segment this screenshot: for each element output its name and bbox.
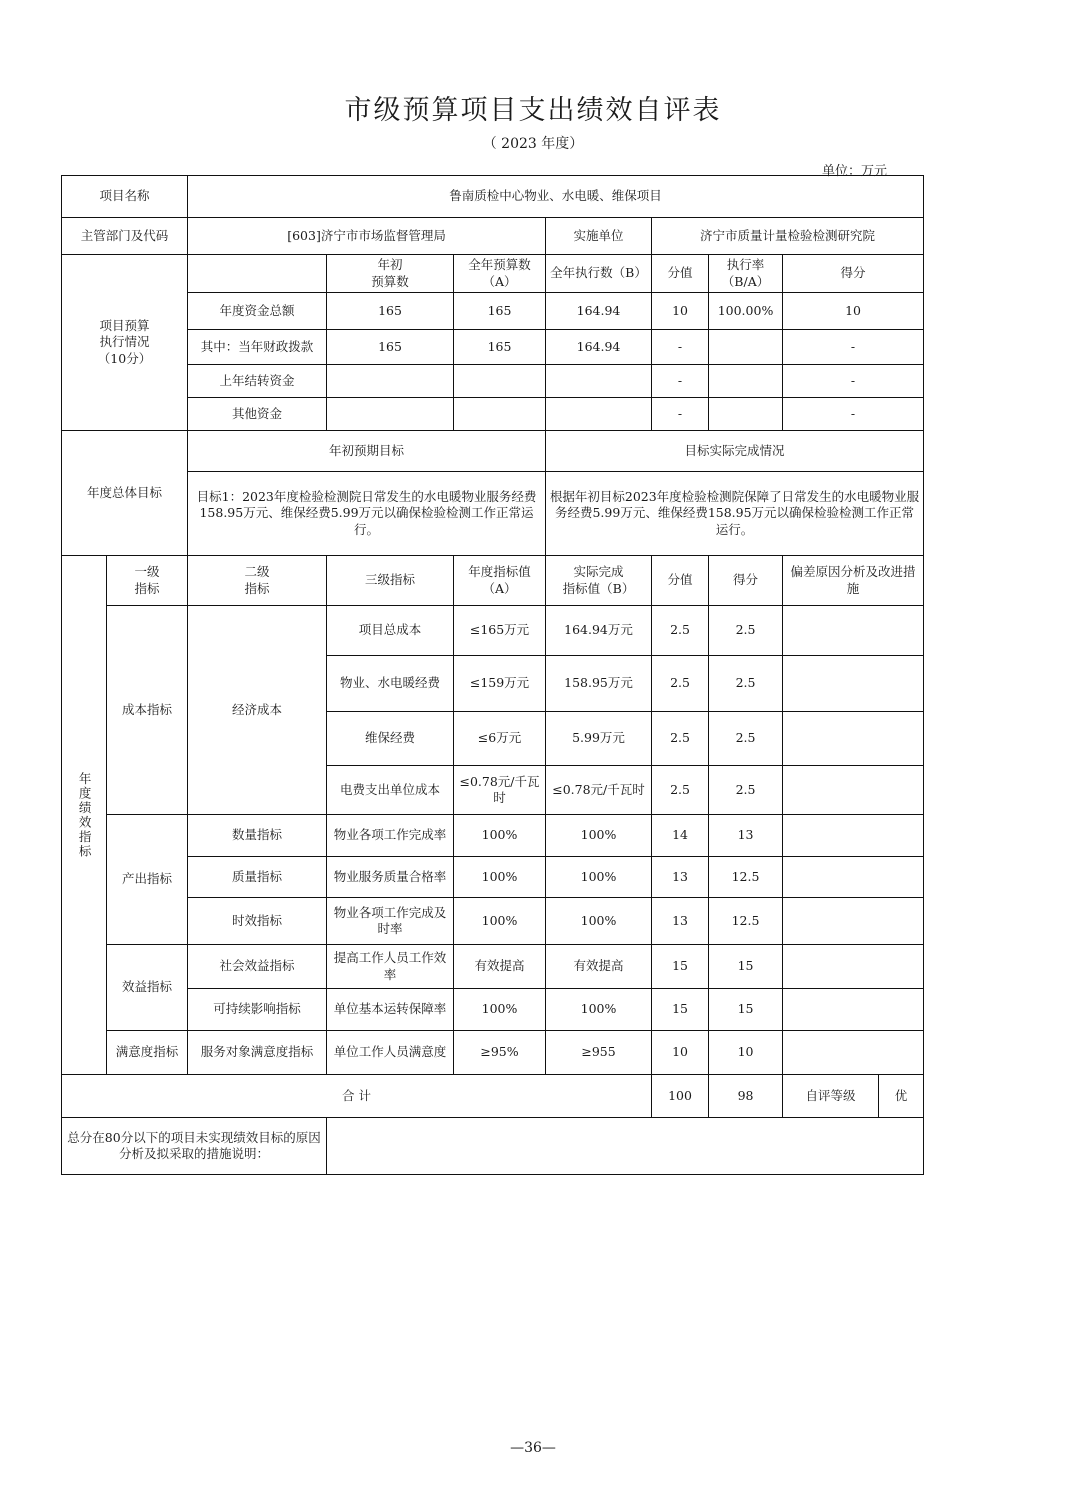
impl-unit-label: 实施单位 <box>546 218 652 255</box>
indicator-row <box>62 606 924 656</box>
budget-header-score: 得分 <box>783 255 924 293</box>
indicator-score-value: 15 <box>652 989 709 1031</box>
project-name-row <box>62 176 924 218</box>
evaluation-table <box>61 175 924 1175</box>
budget-row <box>62 293 924 330</box>
indicators-section-label <box>62 556 107 1075</box>
budget-executed <box>546 365 652 398</box>
indicator-name: 物业服务质量合格率 <box>327 857 454 898</box>
indicator-name: 物业各项工作完成及时率 <box>327 898 454 945</box>
budget-score-value: - <box>652 398 709 431</box>
level2-sustainable: 可持续影响指标 <box>188 989 327 1031</box>
budget-section-text: 项目预算 执行情况 （10分） <box>97 318 152 366</box>
indicator-note <box>783 1031 924 1075</box>
indicators-header-row <box>62 556 924 606</box>
indicator-target: ≤159万元 <box>454 656 546 712</box>
budget-row <box>62 330 924 365</box>
budget-score: - <box>783 365 924 398</box>
ind-header-deviation: 偏差原因分析及改进措施 <box>783 556 924 606</box>
indicator-score-value: 10 <box>652 1031 709 1075</box>
indicator-actual: 100% <box>546 898 652 945</box>
indicator-target: ≤6万元 <box>454 712 546 766</box>
year-subtitle: （ 2023 年度） <box>482 136 584 152</box>
budget-score-value: - <box>652 330 709 365</box>
indicator-note <box>783 898 924 945</box>
indicator-score: 10 <box>709 1031 783 1075</box>
indicator-actual: 100% <box>546 857 652 898</box>
goals-actual-text: 根据年初目标2023年度检验检测院保障了日常发生的水电暖物业服务经费5.99万元、维保经费158.95万元以确保检验检测工作正常运行。 <box>546 472 924 556</box>
grade-value: 优 <box>879 1075 924 1118</box>
indicator-score-value: 2.5 <box>652 766 709 815</box>
budget-executed: 164.94 <box>546 293 652 330</box>
indicator-row <box>62 898 924 945</box>
budget-initial <box>327 398 454 431</box>
indicator-actual: 164.94万元 <box>546 606 652 656</box>
budget-section-label <box>62 255 188 431</box>
indicator-note <box>783 766 924 815</box>
level2-quantity: 数量指标 <box>188 815 327 857</box>
indicator-name: 单位基本运转保障率 <box>327 989 454 1031</box>
indicator-name: 提高工作人员工作效率 <box>327 945 454 989</box>
indicator-score: 15 <box>709 989 783 1031</box>
indicator-target: 100% <box>454 989 546 1031</box>
budget-header-executed: 全年执行数（B） <box>546 255 652 293</box>
budget-executed: 164.94 <box>546 330 652 365</box>
level1-output: 产出指标 <box>107 815 188 945</box>
indicator-score-value: 2.5 <box>652 656 709 712</box>
budget-initial: 165 <box>327 293 454 330</box>
indicator-actual: 158.95万元 <box>546 656 652 712</box>
budget-header-initial: 年初 预算数 <box>327 255 454 293</box>
ind-header-level2: 二级 指标 <box>188 556 327 606</box>
ind-header-level3: 三级指标 <box>327 556 454 606</box>
indicators-section-text: 年度绩效指标 <box>77 771 93 859</box>
indicator-note <box>783 945 924 989</box>
goals-planned-text: 目标1：2023年度检验检测院日常发生的水电暖物业服务经费158.95万元、维保经费5.99万元以确保检验检测工作正常运行。 <box>188 472 546 556</box>
indicator-score: 13 <box>709 815 783 857</box>
budget-row-label: 其中：当年财政拨款 <box>188 330 327 365</box>
indicator-target: 100% <box>454 815 546 857</box>
project-name-label: 项目名称 <box>62 176 188 218</box>
indicator-actual: 5.99万元 <box>546 712 652 766</box>
goals-planned-header: 年初预期目标 <box>188 431 546 472</box>
indicator-score-value: 13 <box>652 857 709 898</box>
budget-rate <box>709 365 783 398</box>
budget-rate: 100.00% <box>709 293 783 330</box>
budget-rate <box>709 330 783 365</box>
level2-service: 服务对象满意度指标 <box>188 1031 327 1075</box>
indicator-row <box>62 815 924 857</box>
level2-quality: 质量指标 <box>188 857 327 898</box>
total-score: 98 <box>709 1075 783 1118</box>
indicator-note <box>783 656 924 712</box>
indicator-target: ≤0.78元/千瓦时 <box>454 766 546 815</box>
level2-economic: 经济成本 <box>188 606 327 815</box>
indicator-target: ≤165万元 <box>454 606 546 656</box>
indicator-score: 15 <box>709 945 783 989</box>
budget-row <box>62 398 924 431</box>
ind-header-score-value: 分值 <box>652 556 709 606</box>
indicator-target: 100% <box>454 857 546 898</box>
budget-rate <box>709 398 783 431</box>
budget-score: - <box>783 330 924 365</box>
budget-executed <box>546 398 652 431</box>
budget-header-row <box>62 255 924 293</box>
ind-header-level1: 一级 指标 <box>107 556 188 606</box>
goals-section-label: 年度总体目标 <box>62 431 188 556</box>
project-name-value: 鲁南质检中心物业、水电暖、维保项目 <box>188 176 924 218</box>
page-number: —36— <box>510 1440 556 1456</box>
indicator-name: 维保经费 <box>327 712 454 766</box>
indicator-score: 2.5 <box>709 656 783 712</box>
indicator-actual: ≥955 <box>546 1031 652 1075</box>
goals-header-row <box>62 431 924 472</box>
budget-header-blank <box>188 255 327 293</box>
page-title: 市级预算项目支出绩效自评表 <box>344 95 722 126</box>
dept-value: [603]济宁市市场监督管理局 <box>188 218 546 255</box>
indicator-score: 2.5 <box>709 712 783 766</box>
budget-row <box>62 365 924 398</box>
indicator-target: 100% <box>454 898 546 945</box>
total-row <box>62 1075 924 1118</box>
indicator-name: 单位工作人员满意度 <box>327 1031 454 1075</box>
indicator-note <box>783 815 924 857</box>
note-row <box>62 1118 924 1175</box>
indicator-actual: 100% <box>546 989 652 1031</box>
note-label: 总分在80分以下的项目未实现绩效目标的原因分析及拟采取的措施说明： <box>62 1118 327 1175</box>
indicator-score-value: 2.5 <box>652 712 709 766</box>
indicator-target: ≥95% <box>454 1031 546 1075</box>
level1-cost: 成本指标 <box>107 606 188 815</box>
indicator-score: 12.5 <box>709 898 783 945</box>
indicator-actual: 有效提高 <box>546 945 652 989</box>
indicator-row <box>62 989 924 1031</box>
indicator-row <box>62 857 924 898</box>
budget-annual <box>454 398 546 431</box>
goals-actual-header: 目标实际完成情况 <box>546 431 924 472</box>
ind-header-score: 得分 <box>709 556 783 606</box>
indicator-name: 物业各项工作完成率 <box>327 815 454 857</box>
budget-score: - <box>783 398 924 431</box>
indicator-actual: 100% <box>546 815 652 857</box>
indicator-score-value: 13 <box>652 898 709 945</box>
indicator-score-value: 15 <box>652 945 709 989</box>
budget-score-value: 10 <box>652 293 709 330</box>
total-score-value: 100 <box>652 1075 709 1118</box>
budget-annual: 165 <box>454 330 546 365</box>
level1-satisfaction: 满意度指标 <box>107 1031 188 1075</box>
budget-header-annual: 全年预算数 （A） <box>454 255 546 293</box>
indicator-name: 项目总成本 <box>327 606 454 656</box>
ind-header-actual: 实际完成 指标值（B） <box>546 556 652 606</box>
indicator-score: 2.5 <box>709 606 783 656</box>
indicator-score-value: 14 <box>652 815 709 857</box>
dept-label: 主管部门及代码 <box>62 218 188 255</box>
budget-row-label: 年度资金总额 <box>188 293 327 330</box>
impl-unit-value: 济宁市质量计量检验检测研究院 <box>652 218 924 255</box>
indicator-target: 有效提高 <box>454 945 546 989</box>
budget-header-score-value: 分值 <box>652 255 709 293</box>
budget-initial: 165 <box>327 330 454 365</box>
budget-row-label: 其他资金 <box>188 398 327 431</box>
budget-annual <box>454 365 546 398</box>
indicator-note <box>783 606 924 656</box>
indicator-row <box>62 1031 924 1075</box>
unit-label: 单位：万元 <box>822 164 888 179</box>
indicator-note <box>783 857 924 898</box>
level2-social: 社会效益指标 <box>188 945 327 989</box>
indicator-score: 2.5 <box>709 766 783 815</box>
indicator-name: 物业、水电暖经费 <box>327 656 454 712</box>
ind-header-target: 年度指标值 （A） <box>454 556 546 606</box>
indicator-actual: ≤0.78元/千瓦时 <box>546 766 652 815</box>
goals-content-row <box>62 472 924 556</box>
indicator-note <box>783 712 924 766</box>
level2-timeliness: 时效指标 <box>188 898 327 945</box>
indicator-score: 12.5 <box>709 857 783 898</box>
note-value <box>327 1118 924 1175</box>
budget-score-value: - <box>652 365 709 398</box>
budget-score: 10 <box>783 293 924 330</box>
budget-initial <box>327 365 454 398</box>
level1-benefit: 效益指标 <box>107 945 188 1031</box>
indicator-name: 电费支出单位成本 <box>327 766 454 815</box>
budget-header-rate: 执行率 （B/A） <box>709 255 783 293</box>
budget-row-label: 上年结转资金 <box>188 365 327 398</box>
grade-label: 自评等级 <box>783 1075 879 1118</box>
total-label: 合 计 <box>62 1075 652 1118</box>
indicator-score-value: 2.5 <box>652 606 709 656</box>
indicator-note <box>783 989 924 1031</box>
indicator-row <box>62 945 924 989</box>
budget-annual: 165 <box>454 293 546 330</box>
department-row <box>62 218 924 255</box>
